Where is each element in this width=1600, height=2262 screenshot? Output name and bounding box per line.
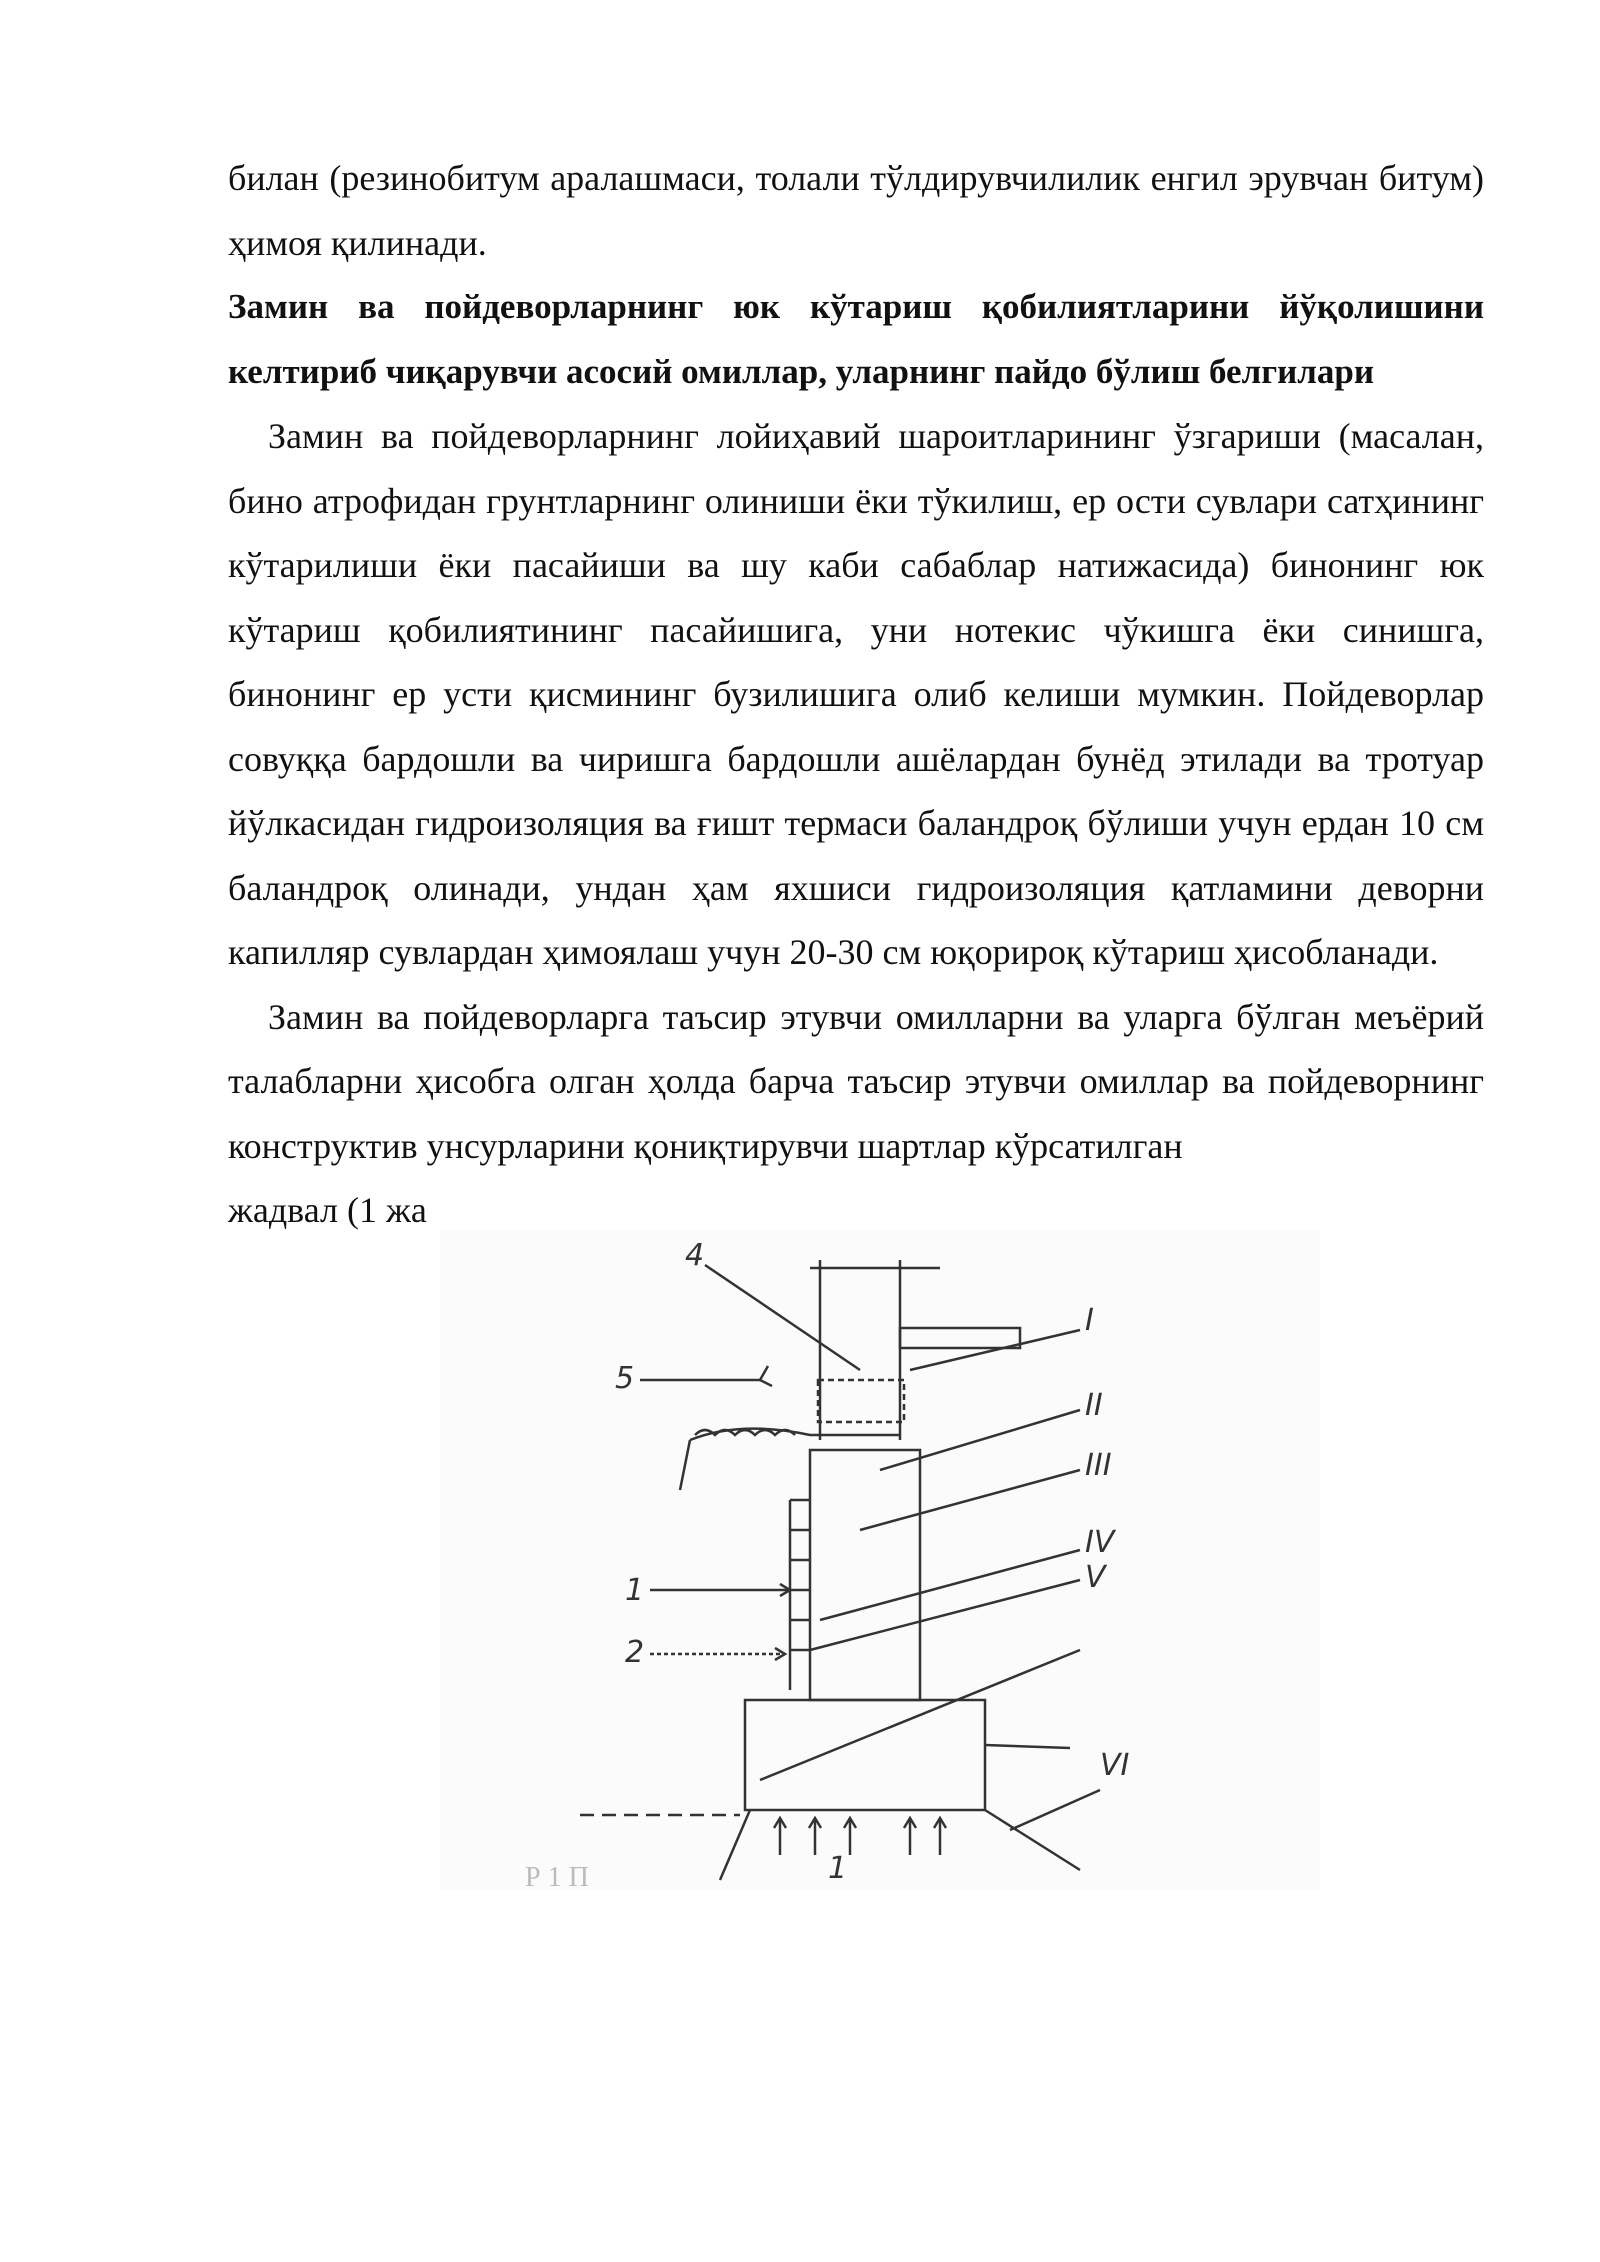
label-IV: IV — [1085, 1525, 1115, 1560]
label-4: 4 — [685, 1238, 705, 1273]
leader-I — [910, 1330, 1080, 1370]
footing — [745, 1700, 985, 1810]
label-1: 1 — [625, 1573, 645, 1608]
floor-slab — [900, 1328, 1020, 1348]
leader-VI-lower — [1010, 1790, 1100, 1830]
leader-VI — [985, 1745, 1070, 1748]
label-bottom-1: 1 — [828, 1851, 848, 1886]
label-VI: VI — [1100, 1748, 1130, 1783]
paragraph-2: Замин ва пойдеворларнинг лойиҳавий шароитларининг ўзгариши (масалан, бино атрофидан грунтларнинг олиниши ёки тўкилиш, ер ости сувлари сатҳининг кўтарилиши ёки пасайиши ва шу каби сабаблар натижасида) бинонинг юк кўтариш қобилиятининг пасайишига, уни нотекис чўкишга ёки синишга, бинонинг ер усти қисмининг бузилишига олиб келиши мумкин. Пойдеворлар совуққа бардошли ва чиришга бардошли ашёлардан бунёд этилади ва тротуар йўлкасидан гидроизоляция ва ғишт термаси баландроқ бўлиши учун ердан 10 см баландроқ олинади, ундан ҳам яхшиси гидроизоляция қатламини деворни капилляр сувлардан ҳимоялаш учун 20-30 см юқорироқ кўтариш ҳисобланади. — [228, 416, 1484, 972]
label-2: 2 — [625, 1635, 645, 1670]
leader-IV — [820, 1550, 1080, 1620]
figure-caption-fragment: Р 1 П — [525, 1862, 589, 1893]
paragraph-4-fragment: жадвал (1 жа — [228, 1190, 427, 1230]
foundation-wall — [810, 1450, 920, 1700]
waterproofing-layer — [818, 1380, 904, 1422]
leader-II — [880, 1410, 1080, 1470]
leader-4 — [705, 1265, 860, 1370]
leader-III — [860, 1470, 1080, 1530]
pressure-arrows — [774, 1818, 946, 1855]
label-5: 5 — [615, 1361, 635, 1396]
body-text — [228, 146, 1484, 1243]
section-heading: Замин ва пойдеворларнинг юк кўтариш қобилиятларини йўқолишини келтириб чиқарувчи асосий омиллар, уларнинг пайдо бўлиш белгилари — [228, 287, 1484, 391]
leader-5-tip — [760, 1366, 772, 1386]
paragraph-3: Замин ва пойдеворларга таъсир этувчи омилларни ва уларга бўлган меъёрий талабларни ҳисобга олган ҳолда барча таъсир этувчи омиллар ва пойдеворнинг конструктив унсурларини қониқтирувчи шартлар кўрсатилган — [228, 996, 1484, 1166]
leader-V — [810, 1580, 1080, 1650]
pavement-edge — [680, 1440, 690, 1490]
label-II: II — [1085, 1388, 1103, 1423]
label-V: V — [1085, 1560, 1106, 1595]
foundation-diagram-svg — [440, 1230, 1320, 1890]
label-I: I — [1085, 1303, 1094, 1338]
paragraph-1: билан (резинобитум аралашмаси, толали тўлдирувчилилик енгил эрувчан битум) ҳимоя қилинади. — [228, 158, 1484, 263]
base-slope-left — [720, 1810, 750, 1880]
label-III: III — [1085, 1448, 1112, 1483]
foundation-diagram — [440, 1230, 1320, 1890]
